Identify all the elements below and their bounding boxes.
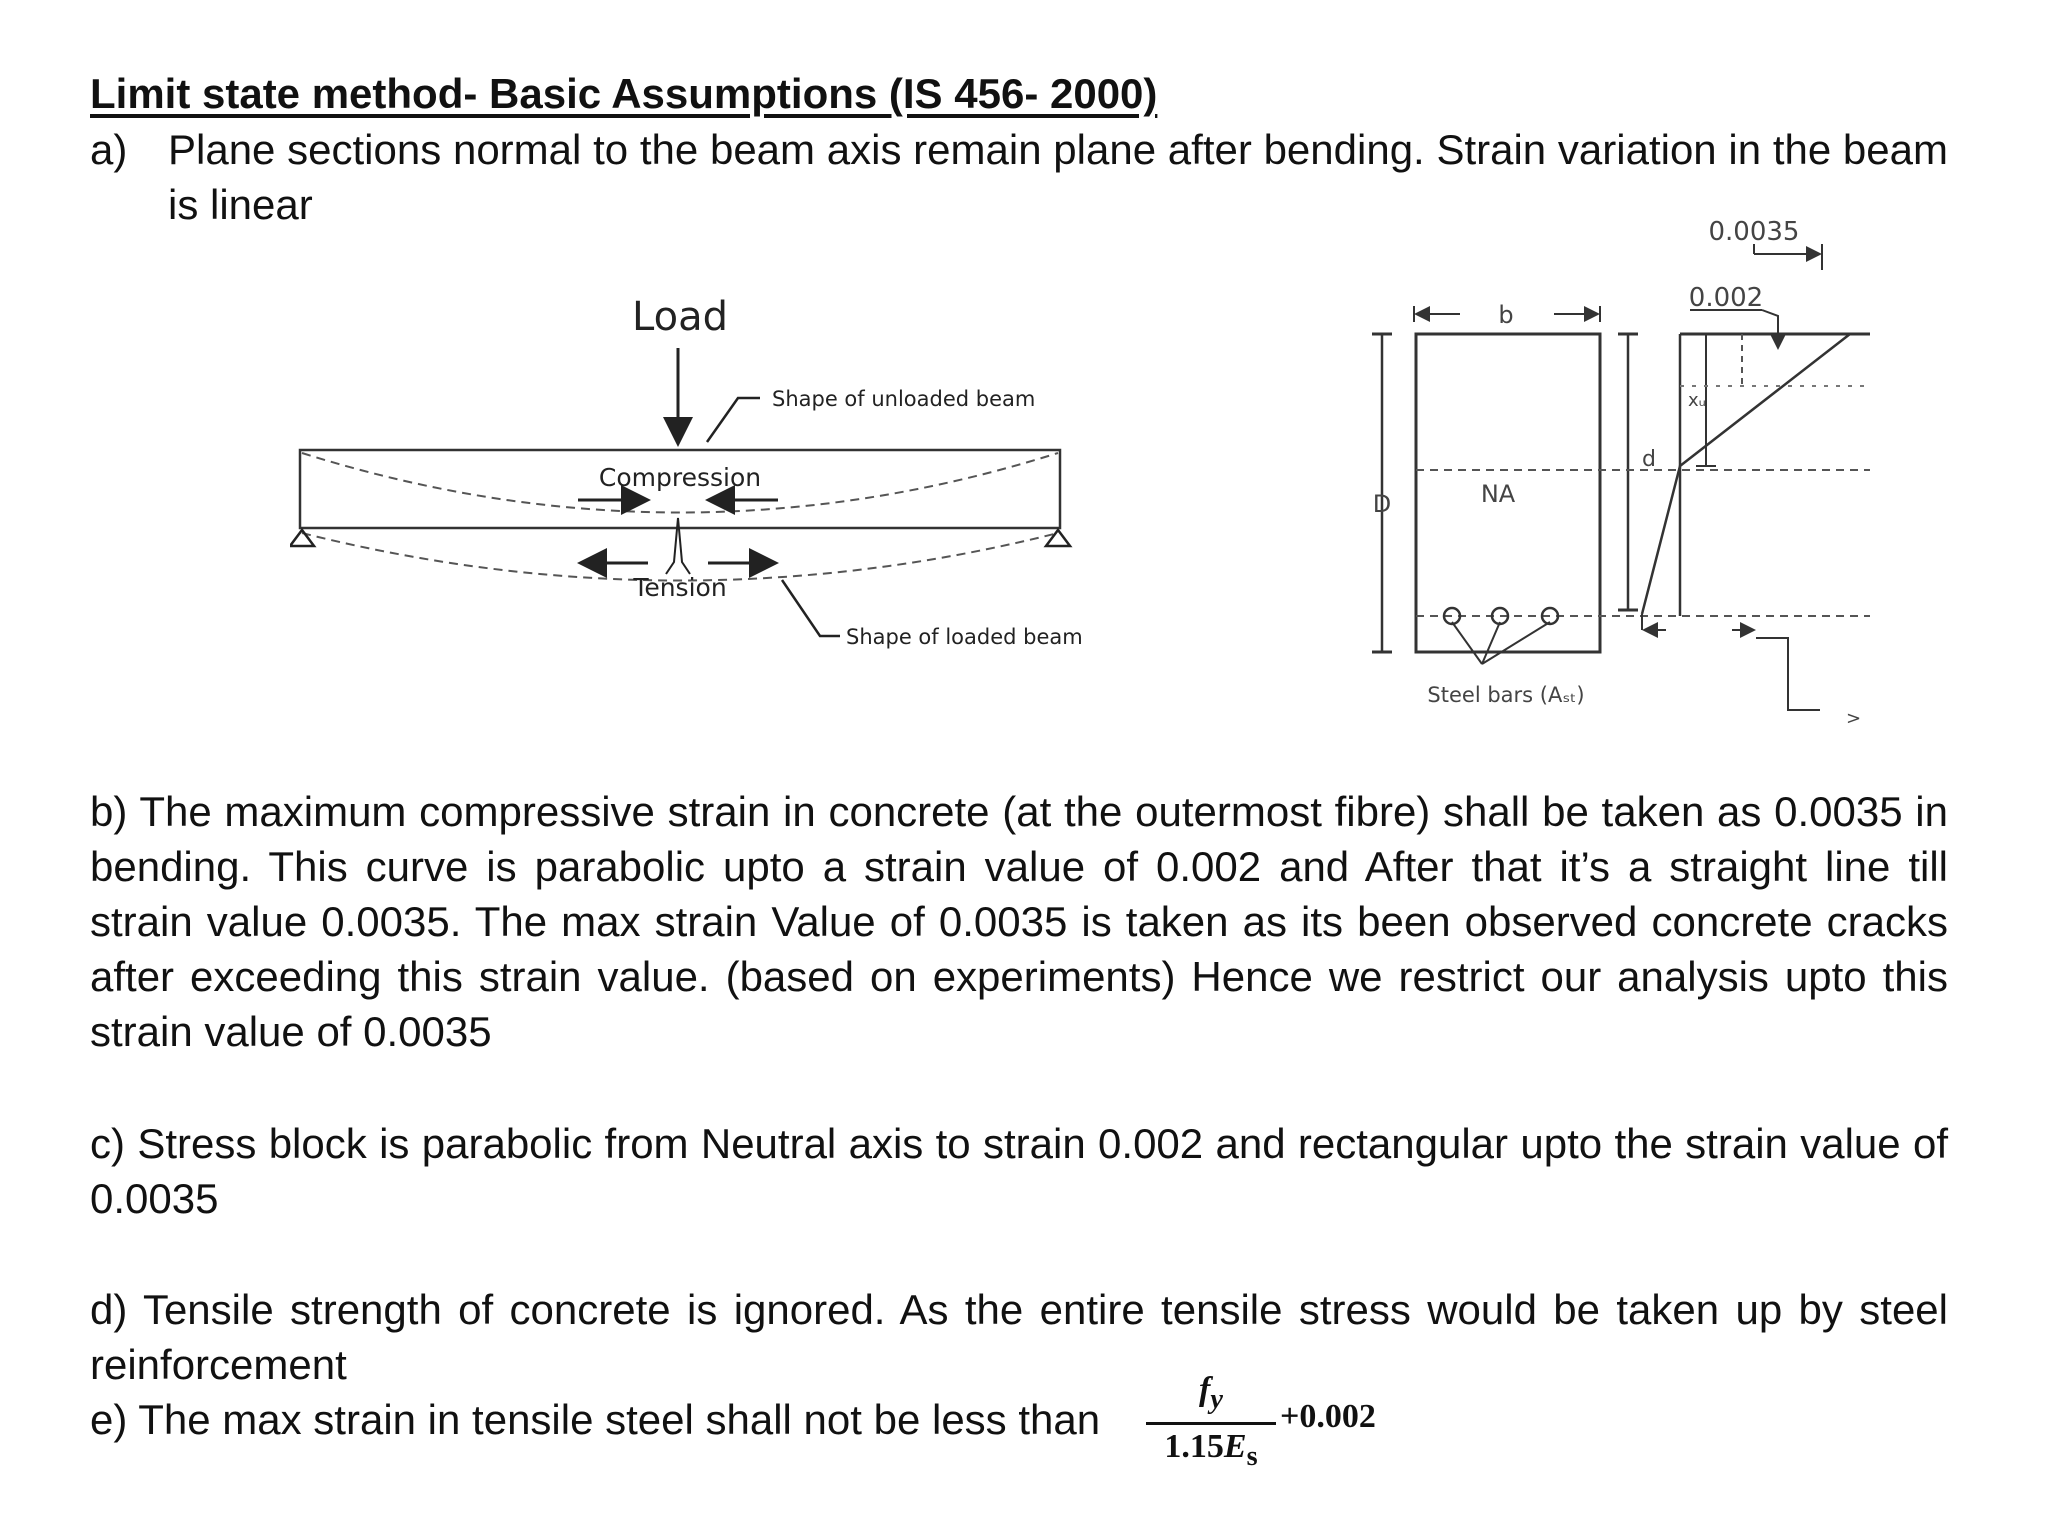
strain-yield-leader xyxy=(1762,310,1778,348)
loaded-leader xyxy=(782,580,840,636)
tension-label: Tension xyxy=(633,573,727,602)
steel-strain-mark: > xyxy=(1846,708,1862,729)
formula-fy-sub: y xyxy=(1210,1383,1223,1415)
formula-plus-term: +0.002 xyxy=(1280,1398,1376,1435)
formula-coeff: 1.15 xyxy=(1164,1427,1224,1465)
min-steel-strain-formula xyxy=(1146,1370,1406,1480)
steel-leaders xyxy=(1452,622,1550,664)
formula-numerator xyxy=(1146,1370,1276,1420)
assumption-a-marker: a) xyxy=(90,126,128,173)
formula-Es: E xyxy=(1223,1427,1247,1465)
strain-max-label: 0.0035 xyxy=(1708,217,1800,247)
compression-label: Compression xyxy=(598,463,762,492)
beam-bending-diagram xyxy=(290,290,1130,670)
formula-Es-sub: s xyxy=(1246,1440,1258,1472)
d-label: d xyxy=(1642,447,1656,472)
assumption-a-text: Plane sections normal to the beam axis remain plane after bending. Strain variation in the beam is linear xyxy=(168,126,1948,228)
right-support xyxy=(1046,530,1070,546)
page-title: Limit state method- Basic Assumptions (IS 456- 2000) xyxy=(90,70,1158,117)
loaded-beam-label: Shape of loaded beam xyxy=(846,625,1083,649)
xu-label: xᵤ xyxy=(1688,390,1706,411)
assumption-e: e) The max strain in tensile steel shall not be less than xyxy=(90,1396,1101,1443)
unloaded-beam-label: Shape of unloaded beam xyxy=(772,387,1036,411)
assumption-d: d) Tensile strength of concrete is ignored. As the entire tensile stress would be taken up by steel reinforcement xyxy=(90,1286,1948,1388)
formula-bar xyxy=(1146,1422,1276,1425)
formula-fy: f xyxy=(1199,1371,1211,1408)
unloaded-leader xyxy=(707,398,760,442)
assumption-b: b) The maximum compressive strain in concrete (at the outermost fibre) shall be taken as 0.0035 in bending. This curve is parabolic upto a strain value of 0.002 and After that it’s a straight line till strain value 0.0035. The max strain Value of 0.0035 is taken as its been observed concrete cracks after exceeding this strain value. (based on experiments) Hence we restrict our analysis upto this strain value of 0.0035 xyxy=(90,788,1948,1055)
formula-denominator xyxy=(1146,1427,1276,1477)
D-label: D xyxy=(1372,490,1392,518)
b-label: b xyxy=(1498,301,1514,329)
assumption-c: c) Stress block is parabolic from Neutral axis to strain 0.002 and rectangular upto the strain value of 0.0035 xyxy=(90,1120,1948,1222)
strain-profile xyxy=(1642,334,1850,614)
strain-yield-label: 0.002 xyxy=(1688,283,1764,313)
steel-bars-label: Steel bars (Aₛₜ) xyxy=(1427,683,1585,707)
left-support xyxy=(290,530,314,546)
steel-strain-leader xyxy=(1756,638,1820,710)
na-label: NA xyxy=(1480,480,1516,508)
crack-mark xyxy=(666,518,690,574)
formula-fraction xyxy=(1146,1370,1276,1477)
section-strain-diagram xyxy=(1360,210,1880,730)
load-label: Load xyxy=(632,294,728,340)
